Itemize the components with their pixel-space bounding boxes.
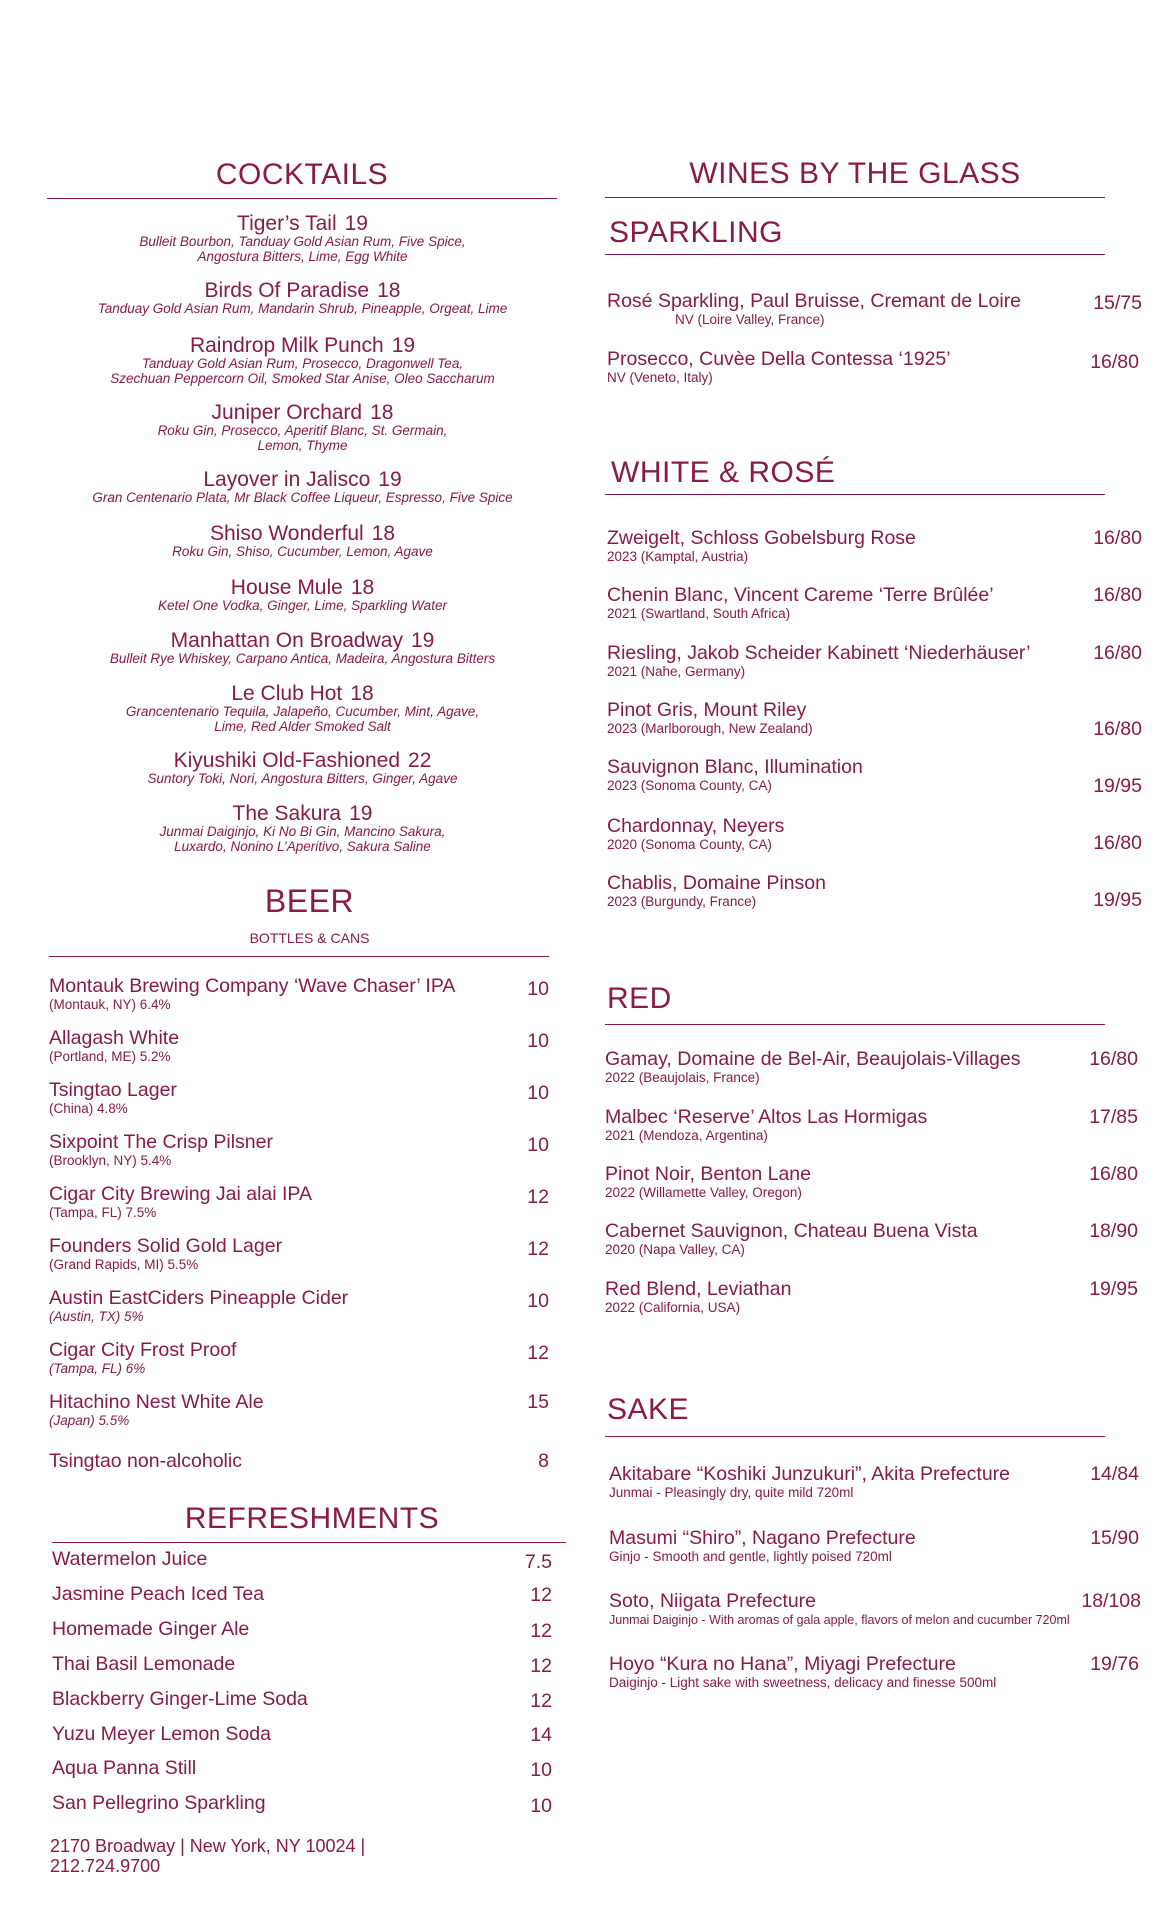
beer-name: Sixpoint The Crisp Pilsner (49, 1131, 273, 1153)
wine-item (607, 872, 1142, 910)
beer-origin: (Brooklyn, NY) 5.4% (49, 1153, 172, 1168)
beer-origin: (Montauk, NY) 6.4% (49, 997, 171, 1012)
beer-price: 8 (538, 1450, 549, 1472)
sake-divider (605, 1436, 1105, 1437)
cocktail-name: Shiso Wonderful (209, 522, 364, 545)
wine-item (607, 348, 1142, 386)
beer-item (49, 1079, 549, 1117)
sake-title: SAKE (607, 1393, 690, 1426)
refreshment-price: 12 (530, 1655, 552, 1677)
wine-name: Chenin Blanc, Vincent Careme ‘Terre Brûlée’ (607, 584, 994, 606)
beer-title: BEER (264, 883, 355, 919)
footer-contact (50, 1836, 365, 1876)
refreshment-price: 10 (530, 1759, 552, 1781)
cocktail-desc: Bulleit Bourbon, Tanduay Gold Asian Rum, Five Spice, (139, 234, 466, 249)
wine-origin: 2022 (Willamette Valley, Oregon) (605, 1185, 802, 1200)
sake-price: 15/90 (1090, 1527, 1139, 1549)
cocktail-price: 18 (371, 522, 396, 545)
cocktail-desc: Junmai Daiginjo, Ki No Bi Gin, Mancino Sakura, (159, 824, 446, 839)
refreshment-name: Jasmine Peach Iced Tea (52, 1583, 265, 1605)
refreshment-name: Blackberry Ginger-Lime Soda (52, 1688, 308, 1710)
refreshment-item (52, 1688, 552, 1710)
sake-price: 19/76 (1090, 1653, 1139, 1675)
red-divider (605, 1024, 1105, 1025)
sake-name: Soto, Niigata Prefecture (609, 1590, 817, 1612)
beer-item (49, 1450, 549, 1472)
refreshment-name: Yuzu Meyer Lemon Soda (52, 1723, 271, 1745)
white-rose-divider (605, 494, 1105, 495)
wine-name: Chablis, Domaine Pinson (607, 872, 826, 894)
sake-description: Junmai Daiginjo - With aromas of gala apple, flavors of melon and cucumber 720ml (609, 1613, 1070, 1627)
wine-origin: NV (Loire Valley, France) (675, 312, 825, 327)
cocktail-desc: Ketel One Vodka, Ginger, Lime, Sparkling Water (158, 598, 447, 613)
cocktail-item (40, 403, 565, 453)
wine-item (607, 699, 1142, 740)
refreshment-item (52, 1548, 552, 1573)
cocktail-name: House Mule (230, 576, 343, 599)
cocktail-name: Birds Of Paradise (204, 279, 370, 302)
wine-price: 16/80 (1093, 584, 1142, 606)
wine-origin: 2023 (Sonoma County, CA) (607, 778, 772, 793)
sake-price: 14/84 (1090, 1463, 1139, 1485)
refreshment-name: San Pellegrino Sparkling (52, 1792, 266, 1814)
wines-divider (605, 197, 1105, 198)
cocktail-item (40, 631, 565, 666)
beer-name: Tsingtao non-alcoholic (49, 1450, 242, 1472)
refreshment-item (52, 1653, 552, 1675)
cocktail-desc: Szechuan Peppercorn Oil, Smoked Star Anise, Oleo Saccharum (110, 371, 495, 386)
cocktail-price: 19 (378, 468, 402, 491)
wine-origin: NV (Veneto, Italy) (607, 370, 713, 385)
beer-origin: (China) 4.8% (49, 1101, 128, 1116)
wine-origin: 2020 (Napa Valley, CA) (605, 1242, 745, 1257)
wine-name: Gamay, Domaine de Bel-Air, Beaujolais-Villages (605, 1048, 1021, 1070)
cocktail-item (40, 281, 565, 316)
cocktail-name: Juniper Orchard (211, 401, 363, 424)
wine-name: Pinot Noir, Benton Lane (605, 1163, 811, 1185)
cocktail-price: 18 (377, 279, 401, 302)
refreshment-price: 10 (530, 1795, 552, 1817)
beer-item (49, 975, 549, 1013)
cocktail-price: 19 (344, 212, 368, 235)
beer-item (49, 1391, 549, 1429)
beer-subtitle: BOTTLES & CANS (249, 930, 370, 946)
wine-price: 16/80 (1089, 1048, 1138, 1070)
beer-price: 12 (527, 1238, 549, 1260)
wine-name: Riesling, Jakob Scheider Kabinett ‘Niederhäuser’ (607, 642, 1031, 664)
refreshments-title: REFRESHMENTS (184, 1502, 440, 1535)
wine-item (607, 642, 1142, 680)
wine-price: 15/75 (1093, 292, 1142, 314)
beer-item (49, 1235, 549, 1273)
wine-price: 16/80 (1090, 351, 1139, 373)
beer-name: Founders Solid Gold Lager (49, 1235, 283, 1257)
cocktail-item (40, 578, 565, 613)
beer-price: 15 (527, 1391, 549, 1413)
beer-name: Cigar City Brewing Jai alai IPA (49, 1183, 312, 1205)
wine-name: Zweigelt, Schloss Gobelsburg Rose (607, 527, 916, 549)
cocktail-desc: Roku Gin, Prosecco, Aperitif Blanc, St. Germain, (157, 423, 448, 438)
red-title: RED (607, 982, 672, 1015)
beer-item (49, 1287, 549, 1325)
refreshment-price: 7.5 (524, 1551, 552, 1573)
cocktail-desc: Luxardo, Nonino L’Aperitivo, Sakura Saline (174, 839, 431, 854)
beer-name: Tsingtao Lager (49, 1079, 177, 1101)
refreshment-name: Homemade Ginger Ale (52, 1618, 250, 1640)
wine-origin: 2023 (Kamptal, Austria) (607, 549, 749, 564)
wine-price: 17/85 (1089, 1106, 1138, 1128)
refreshment-price: 14 (530, 1724, 552, 1746)
wine-origin: 2021 (Mendoza, Argentina) (605, 1128, 768, 1143)
wine-item (605, 1220, 1138, 1258)
cocktail-desc: Gran Centenario Plata, Mr Black Coffee Liqueur, Espresso, Five Spice (92, 490, 513, 505)
wine-price: 16/80 (1093, 642, 1142, 664)
wine-price: 19/95 (1089, 1278, 1138, 1300)
cocktail-name: The Sakura (232, 802, 342, 825)
white-rose-title: WHITE & ROSÉ (611, 456, 836, 489)
wine-name: Cabernet Sauvignon, Chateau Buena Vista (605, 1220, 978, 1242)
refreshment-item (52, 1757, 552, 1779)
sparkling-title: SPARKLING (609, 216, 783, 249)
beer-price: 10 (527, 1030, 549, 1052)
cocktail-desc: Tanduay Gold Asian Rum, Mandarin Shrub, Pineapple, Orgeat, Lime (97, 301, 508, 316)
beer-origin: (Japan) 5.5% (49, 1413, 130, 1428)
refreshment-item (52, 1792, 552, 1817)
beer-name: Hitachino Nest White Ale (49, 1391, 264, 1413)
wine-origin: 2021 (Nahe, Germany) (607, 664, 746, 679)
cocktail-desc: Angostura Bitters, Lime, Egg White (197, 249, 408, 264)
cocktail-desc: Roku Gin, Shiso, Cucumber, Lemon, Agave (172, 544, 433, 559)
cocktail-item (40, 336, 565, 386)
beer-price: 10 (527, 1290, 549, 1312)
wine-item (607, 584, 1142, 622)
sparkling-divider (605, 254, 1105, 255)
refreshment-item (52, 1723, 552, 1745)
beer-divider (49, 956, 549, 957)
wine-origin: 2022 (California, USA) (605, 1300, 741, 1315)
wine-name: Prosecco, Cuvèe Della Contessa ‘1925’ (607, 348, 951, 370)
beer-name: Cigar City Frost Proof (49, 1339, 237, 1361)
cocktail-item (40, 684, 565, 734)
refreshment-price: 12 (530, 1620, 552, 1642)
refreshment-name: Watermelon Juice (52, 1548, 208, 1570)
beer-item (49, 1183, 549, 1221)
beer-origin: (Tampa, FL) 7.5% (49, 1205, 157, 1220)
wine-item (605, 1106, 1138, 1144)
beer-item (49, 1339, 549, 1377)
beer-origin: (Tampa, FL) 6% (49, 1361, 146, 1376)
beer-item (49, 1131, 549, 1169)
beer-name: Austin EastCiders Pineapple Cider (49, 1287, 349, 1309)
sake-item (609, 1527, 1141, 1565)
wine-origin: 2022 (Beaujolais, France) (605, 1070, 760, 1085)
cocktail-desc: Lime, Red Alder Smoked Salt (214, 719, 391, 734)
beer-price: 10 (527, 1134, 549, 1156)
wine-origin: 2020 (Sonoma County, CA) (607, 837, 772, 852)
beer-price: 12 (527, 1342, 549, 1364)
refreshment-name: Aqua Panna Still (52, 1757, 197, 1779)
wine-name: Rosé Sparkling, Paul Bruisse, Cremant de Loire (607, 290, 1022, 312)
beer-item (49, 1027, 549, 1065)
sake-name: Masumi “Shiro”, Nagano Prefecture (609, 1527, 916, 1549)
cocktails-title: COCKTAILS (215, 158, 389, 191)
wine-item (605, 1163, 1138, 1201)
beer-price: 10 (527, 1082, 549, 1104)
refreshment-name: Thai Basil Lemonade (52, 1653, 236, 1675)
cocktail-price: 22 (408, 749, 432, 772)
wines-title: WINES BY THE GLASS (689, 157, 1021, 190)
wine-origin: 2021 (Swartland, South Africa) (607, 606, 791, 621)
cocktail-price: 19 (410, 629, 435, 652)
wine-item (607, 527, 1142, 565)
beer-origin: (Austin, TX) 5% (49, 1309, 144, 1324)
sake-name: Hoyo “Kura no Hana”, Miyagi Prefecture (609, 1653, 956, 1675)
cocktail-price: 18 (370, 401, 394, 424)
refreshment-item (52, 1583, 552, 1605)
wine-item (607, 815, 1142, 853)
cocktail-name: Tiger’s Tail (237, 212, 337, 235)
cocktail-item (40, 524, 565, 559)
cocktail-item (40, 214, 565, 264)
wine-item (605, 1278, 1138, 1316)
cocktail-name: Kiyushiki Old-Fashioned (173, 749, 401, 772)
cocktail-name: Manhattan On Broadway (170, 629, 403, 652)
wine-origin: 2023 (Burgundy, France) (607, 894, 757, 909)
wine-price: 16/80 (1093, 832, 1142, 854)
refreshment-price: 12 (530, 1690, 552, 1712)
cocktail-desc: Suntory Toki, Nori, Angostura Bitters, Ginger, Agave (147, 771, 458, 786)
refreshment-price: 12 (530, 1584, 552, 1606)
sake-description: Ginjo - Smooth and gentle, lightly poised 720ml (609, 1549, 892, 1564)
sake-item (609, 1653, 1141, 1691)
wine-price: 16/80 (1093, 527, 1142, 549)
wine-name: Malbec ‘Reserve’ Altos Las Hormigas (605, 1106, 928, 1128)
cocktail-item (40, 751, 565, 786)
cocktail-name: Raindrop Milk Punch (189, 334, 384, 357)
footer-address: 2170 Broadway | New York, NY 10024 | (50, 1836, 366, 1856)
wine-price: 19/95 (1093, 889, 1142, 911)
wine-price: 16/80 (1089, 1163, 1138, 1185)
beer-name: Montauk Brewing Company ‘Wave Chaser’ IPA (49, 975, 456, 997)
wine-item (607, 290, 1142, 328)
wine-price: 19/95 (1093, 775, 1142, 797)
cocktail-name: Layover in Jalisco (203, 468, 371, 491)
wine-name: Sauvignon Blanc, Illumination (607, 756, 863, 778)
refreshments-divider (52, 1542, 566, 1543)
cocktail-price: 19 (349, 802, 373, 825)
sake-price: 18/108 (1081, 1590, 1141, 1612)
beer-origin: (Grand Rapids, MI) 5.5% (49, 1257, 199, 1272)
wine-name: Chardonnay, Neyers (607, 815, 785, 837)
cocktail-item (40, 804, 565, 854)
cocktail-item (40, 470, 565, 505)
beer-name: Allagash White (49, 1027, 180, 1049)
footer-phone: 212.724.9700 (50, 1856, 161, 1876)
sake-description: Junmai - Pleasingly dry, quite mild 720ml (609, 1485, 854, 1500)
cocktail-desc: Bulleit Rye Whiskey, Carpano Antica, Madeira, Angostura Bitters (109, 651, 496, 666)
sake-name: Akitabare “Koshiki Junzukuri”, Akita Prefecture (609, 1463, 1011, 1485)
beer-origin: (Portland, ME) 5.2% (49, 1049, 171, 1064)
sake-item (609, 1463, 1141, 1501)
beer-price: 10 (527, 978, 549, 1000)
cocktail-desc: Grancentenario Tequila, Jalapeño, Cucumber, Mint, Agave, (125, 704, 480, 719)
wine-item (607, 756, 1142, 797)
cocktails-divider (47, 198, 557, 199)
wine-price: 16/80 (1093, 718, 1142, 740)
wine-name: Red Blend, Leviathan (605, 1278, 792, 1300)
cocktail-desc: Lemon, Thyme (257, 438, 348, 453)
cocktail-price: 18 (350, 576, 375, 599)
sake-description: Daiginjo - Light sake with sweetness, delicacy and finesse 500ml (609, 1675, 997, 1690)
wine-origin: 2023 (Marlborough, New Zealand) (607, 721, 813, 736)
refreshment-item (52, 1618, 552, 1640)
cocktail-price: 18 (350, 682, 374, 705)
wine-item (605, 1048, 1138, 1086)
cocktail-price: 19 (391, 334, 416, 357)
beer-price: 12 (527, 1186, 549, 1208)
wine-price: 18/90 (1089, 1220, 1138, 1242)
cocktail-name: Le Club Hot (231, 682, 343, 705)
wine-name: Pinot Gris, Mount Riley (607, 699, 807, 721)
sake-item (609, 1590, 1141, 1628)
cocktail-desc: Tanduay Gold Asian Rum, Prosecco, Dragonwell Tea, (141, 356, 464, 371)
